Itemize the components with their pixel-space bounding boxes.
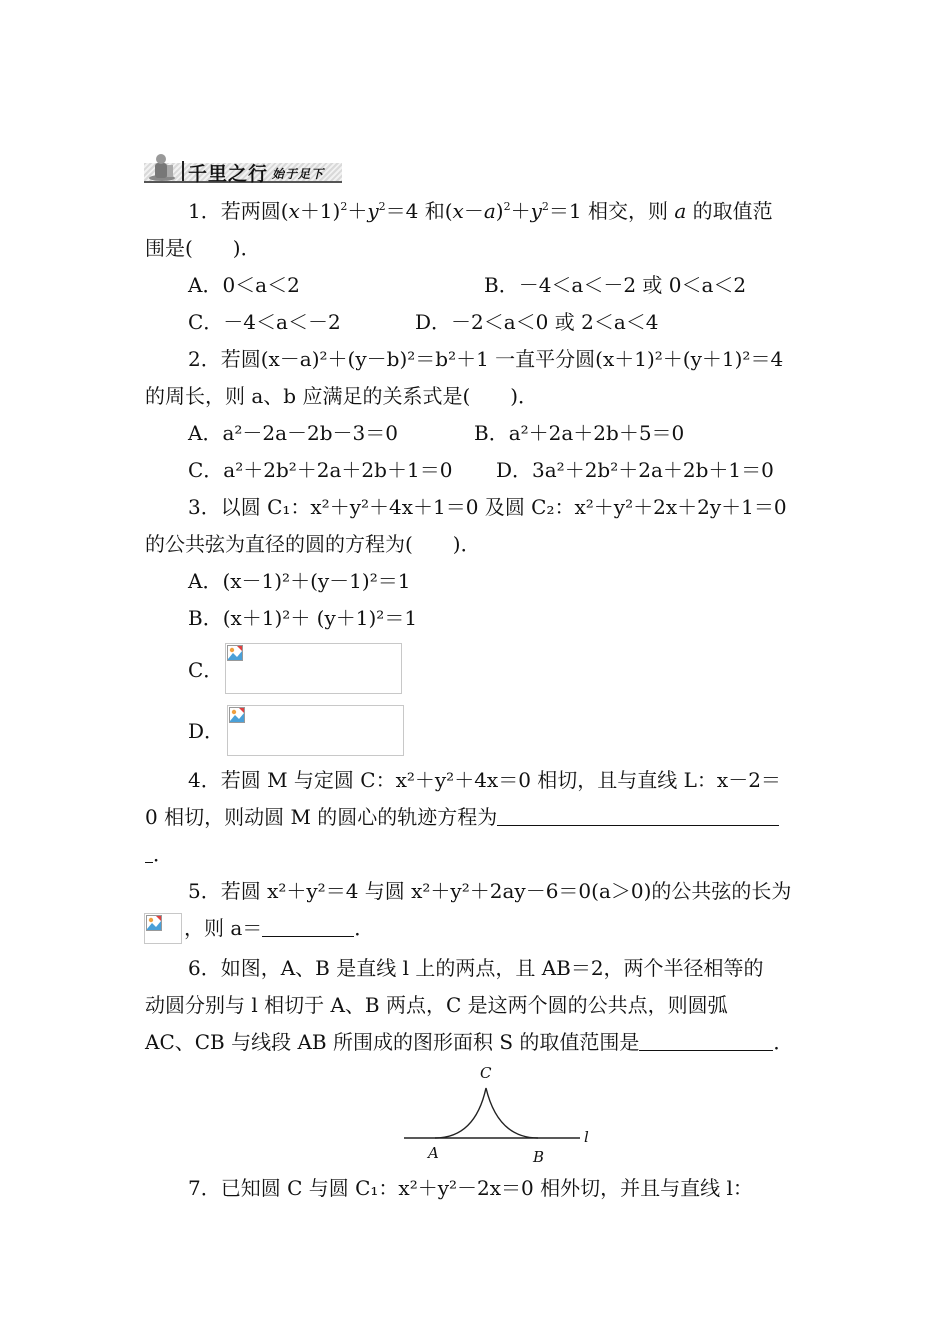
q4-stem-line2: 0 相切，则动圆 M 的圆心的轨迹方程为 bbox=[145, 804, 779, 830]
banner-subtitle: 始于足下 bbox=[272, 167, 325, 181]
figure-arcs bbox=[435, 1088, 538, 1138]
q6-stem-line2: 动圆分别与 l 相切于 A、B 两点，C 是这两个圆的公共点，则圆弧 bbox=[145, 993, 728, 1017]
q2-option-a: A．a²－2a－2b－3＝0 bbox=[188, 421, 399, 445]
q4-answer-blank[interactable] bbox=[497, 805, 779, 826]
broken-image-icon bbox=[227, 645, 243, 661]
q3-option-b: B．(x＋1)²＋ (y＋1)²＝1 bbox=[188, 606, 418, 630]
q5-stem-line1: 5．若圆 x²＋y²＝4 与圆 x²＋y²＋2ay－6＝0(a＞0)的公共弦的长为 bbox=[188, 879, 792, 903]
q6-answer-blank[interactable] bbox=[639, 1030, 773, 1051]
broken-image-icon bbox=[229, 707, 245, 723]
banner-title: 千里之行 bbox=[188, 163, 269, 185]
q6-stem-line3: AC、CB 与线段 AB 所围成的图形面积 S 的取值范围是 ． bbox=[145, 1030, 794, 1054]
q3-stem-line2: 的公共弦为直径的圆的方程为( )． bbox=[145, 532, 481, 556]
q5-inline-image bbox=[144, 913, 182, 944]
q1-option-b: B．－4＜a＜－2 或 0＜a＜2 bbox=[484, 273, 747, 297]
q5-answer-blank[interactable] bbox=[262, 916, 354, 937]
q3-option-d: D． bbox=[188, 719, 225, 743]
figure-label-c: C bbox=[480, 1064, 492, 1082]
broken-image-icon bbox=[146, 915, 162, 931]
figure-label-a: A bbox=[428, 1144, 439, 1162]
figure-label-b: B bbox=[533, 1148, 545, 1166]
q4-stem-line1: 4．若圆 M 与定圆 C：x²＋y²＋4x＝0 相切，且与直线 L：x－2＝ bbox=[188, 768, 781, 792]
q4-answer-blank-continued bbox=[145, 842, 153, 863]
q1-option-a: A．0＜a＜2 bbox=[188, 273, 300, 297]
figure-label-l: l bbox=[584, 1128, 589, 1146]
q6-stem-line1: 6．如图，A、B 是直线 l 上的两点，且 AB＝2，两个半径相等的 bbox=[188, 956, 764, 980]
q2-option-c: C．a²＋2b²＋2a＋2b＋1＝0 bbox=[188, 458, 453, 482]
q2-option-b: B．a²＋2a＋2b＋5＝0 bbox=[474, 421, 685, 445]
q3-option-d-image bbox=[227, 705, 404, 756]
banner-separator bbox=[182, 161, 184, 181]
q2-stem-line2: 的周长，则 a、b 应满足的关系式是( )． bbox=[145, 384, 539, 408]
figure-statue-icon bbox=[146, 151, 178, 181]
q4-stem-line3: ． bbox=[145, 841, 173, 867]
q2-option-d: D．3a²＋2b²＋2a＋2b＋1＝0 bbox=[496, 458, 774, 482]
q3-stem-line1: 3．以圆 C₁：x²＋y²＋4x＋1＝0 及圆 C₂：x²＋y²＋2x＋2y＋1＝0 bbox=[188, 495, 787, 519]
q3-option-a: A．(x－1)²＋(y－1)²＝1 bbox=[188, 569, 411, 593]
q3-option-c-image bbox=[225, 643, 402, 694]
section-banner bbox=[144, 151, 342, 183]
q1-option-c: C．－4＜a＜－2 bbox=[188, 310, 341, 334]
q1-stem-line2: 围是( )． bbox=[145, 236, 261, 260]
q1-stem-line1: 1．若两圆$(x+1)^2+y^2=4$ 和$(x-a)^2+y^2=1$ 相交，则 a 的取值范 bbox=[188, 199, 773, 223]
q3-option-c: C． bbox=[188, 658, 224, 682]
q1-option-d: D．－2＜a＜0 或 2＜a＜4 bbox=[415, 310, 659, 334]
q5-stem-line2: ，则 a＝ ． bbox=[184, 916, 375, 940]
q7-stem-line1: 7．已知圆 C 与圆 C₁：x²＋y²－2x＝0 相外切，并且与直线 l： bbox=[188, 1176, 753, 1200]
q6-figure bbox=[400, 1060, 600, 1170]
q2-stem-line1: 2．若圆(x－a)²＋(y－b)²＝b²＋1 一直平分圆(x＋1)²＋(y＋1)²＝4 bbox=[188, 347, 784, 371]
